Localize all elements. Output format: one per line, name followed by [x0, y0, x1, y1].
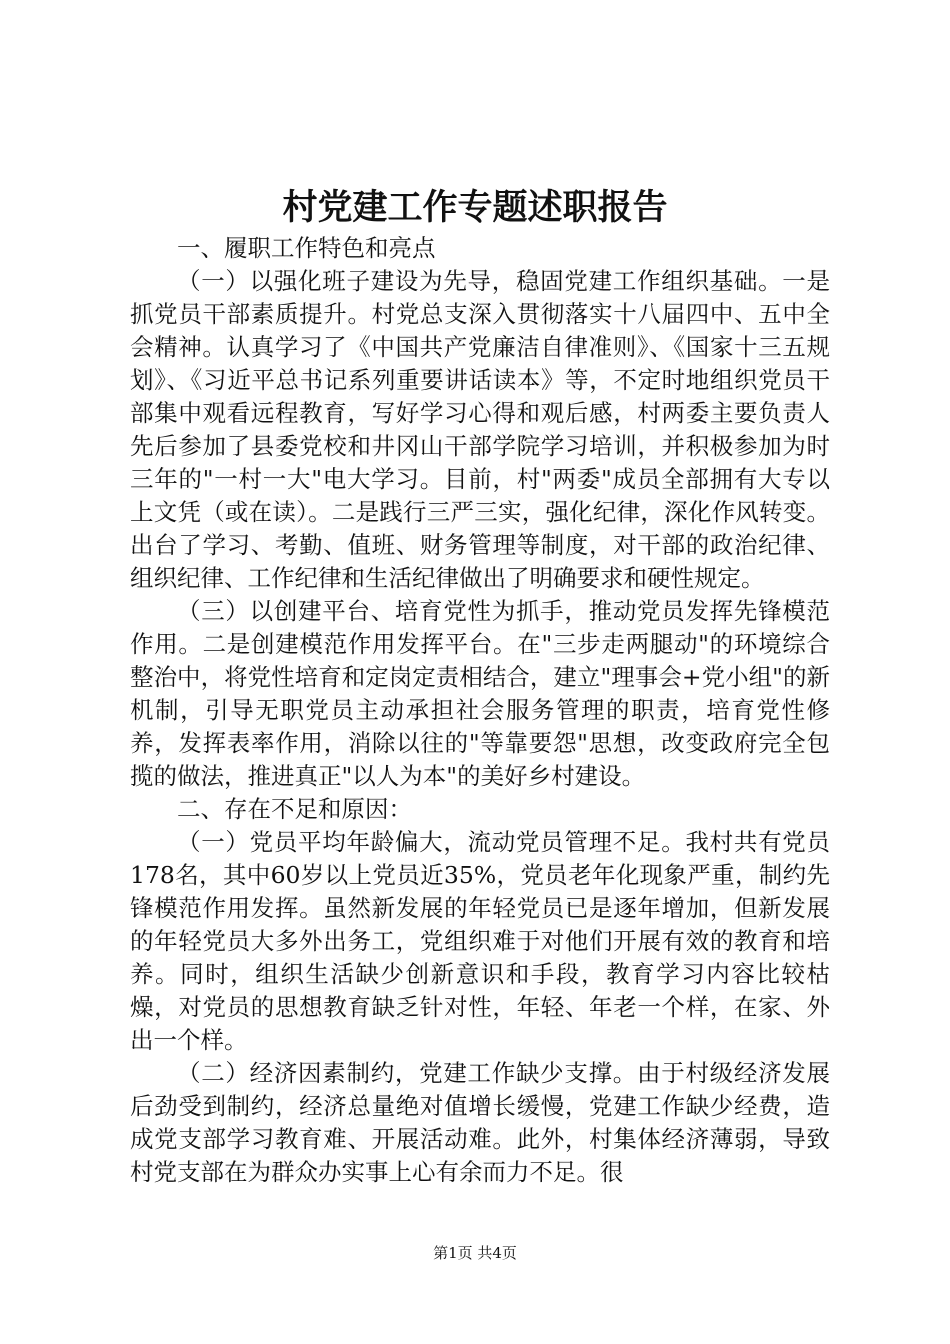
section-heading-1: 一、履职工作特色和亮点: [177, 234, 436, 262]
paragraph-3: （一）党员平均年龄偏大，流动党员管理不足。我村共有党员178名，其中60岁以上党员近35%，党员老年化现象严重，制约先锋模范作用发挥。虽然新发展的年轻党员已是逐年增加，但新发展的年轻党员大多外出务工，党组织难于对他们开展有效的教育和培养。同时，组织生活缺少创新意识和手段，教育学习内容比较枯燥，对党员的思想教育缺乏针对性，年轻、年老一个样，在家、外出一个样。: [130, 828, 830, 1054]
paragraph-2: （三）以创建平台、培育党性为抓手，推动党员发挥先锋模范作用。二是创建模范作用发挥平台。在"三步走两腿动"的环境综合整治中，将党性培育和定岗定责相结合，建立"理事会+党小组"的新机制，引导无职党员主动承担社会服务管理的职责，培育党性修养，发挥表率作用，消除以往的"等靠要怨"思想，改变政府完全包揽的做法，推进真正"以人为本"的美好乡村建设。: [130, 597, 830, 790]
document-body: [130, 232, 830, 1189]
paragraph-4: （二）经济因素制约，党建工作缺少支撑。由于村级经济发展后劲受到制约，经济总量绝对值增长缓慢，党建工作缺少经费，造成党支部学习教育难、开展活动难。此外，村集体经济薄弱，导致村党支部在为群众办实事上心有余而力不足。很: [130, 1059, 830, 1186]
page-number: 第1页 共4页: [433, 1244, 517, 1262]
document-title: 村党建工作专题述职报告: [282, 187, 668, 228]
section-heading-2: 二、存在不足和原因：: [177, 795, 412, 823]
paragraph-1: （一）以强化班子建设为先导，稳固党建工作组织基础。一是抓党员干部素质提升。村党总支深入贯彻落实十八届四中、五中全会精神。认真学习了《中国共产党廉洁自律准则》、《国家十三五规划》、《习近平总书记系列重要讲话读本》等，不定时地组织党员干部集中观看远程教育，写好学习心得和观后感，村两委主要负责人先后参加了县委党校和井冈山干部学院学习培训，并积极参加为时三年的"一村一大"电大学习。目前，村"两委"成员全部拥有大专以上文凭（或在读）。二是践行三严三实，强化纪律，深化作风转变。出台了学习、考勤、值班、财务管理等制度，对干部的政治纪律、组织纪律、工作纪律和生活纪律做出了明确要求和硬性规定。: [130, 267, 830, 592]
